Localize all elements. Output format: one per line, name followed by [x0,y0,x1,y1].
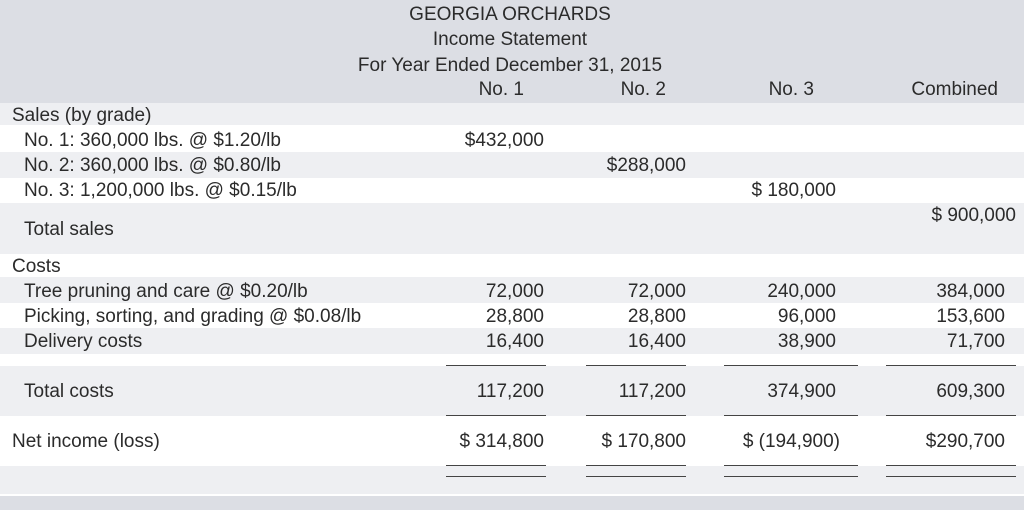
double-rule [586,465,686,466]
subtotal-rule [446,365,546,366]
net-income-no2: $ 170,800 [601,431,686,452]
statement-period: For Year Ended December 31, 2015 [357,55,663,76]
double-rule [886,476,1016,477]
net-income-combined: $290,700 [925,431,1005,452]
column-header-combined: Combined [911,79,998,100]
subtotal-rule [446,415,546,416]
net-income-no3: $ (194,900) [742,431,840,452]
cost-row-label: Tree pruning and care @ $0.20/lb [24,281,308,302]
cost-value-combined: 71,700 [946,331,1005,352]
subtotal-rule [886,365,1016,366]
subtotal-rule [724,365,858,366]
cost-value-no2: 72,000 [627,281,686,302]
subtotal-rule [586,415,686,416]
cost-value-no3: 38,900 [777,331,836,352]
cost-value-no1: 28,800 [485,306,544,327]
cost-value-combined: 153,600 [936,306,1005,327]
double-rule [724,476,858,477]
sales-row-label: No. 2: 360,000 lbs. @ $0.80/lb [24,155,281,176]
double-rule [724,465,858,466]
total-costs-combined: 609,300 [936,381,1005,402]
subtotal-rule [724,415,858,416]
double-rule [886,465,1016,466]
column-header-no2: No. 2 [620,79,666,100]
total-costs-no1: 117,200 [476,381,544,402]
column-header-no3: No. 3 [768,79,814,100]
subtotal-rule [586,365,686,366]
cost-row-label: Delivery costs [24,331,143,352]
cost-value-no2: 28,800 [627,306,686,327]
double-rule [446,465,546,466]
cost-value-no3: 240,000 [767,281,836,302]
total-sales-label: Total sales [24,219,114,240]
statement-title: Income Statement [432,29,588,50]
column-header-no1: No. 1 [478,79,524,100]
double-rule [446,476,546,477]
total-costs-label: Total costs [24,381,114,402]
net-income-label: Net income (loss) [12,431,160,452]
sales-value-no2: $288,000 [606,155,686,176]
sales-row-label: No. 1: 360,000 lbs. @ $1.20/lb [24,130,281,151]
sales-heading: Sales (by grade) [12,105,152,126]
cost-value-no1: 72,000 [485,281,544,302]
sales-total-combined: $ 900,000 [931,205,1016,226]
net-income-no1: $ 314,800 [459,431,544,452]
cost-row-label: Picking, sorting, and grading @ $0.08/lb [24,306,362,327]
cost-value-no3: 96,000 [777,306,836,327]
cost-value-no1: 16,400 [485,331,544,352]
double-rule [586,476,686,477]
bottom-bar [0,496,1024,510]
subtotal-rule [886,415,1016,416]
row-stripe [0,466,1024,494]
sales-value-no3: $ 180,000 [751,180,836,201]
costs-heading: Costs [12,256,61,277]
total-costs-no2: 117,200 [618,381,686,402]
row-stripe [0,103,1024,125]
cost-value-no2: 16,400 [627,331,686,352]
cost-value-combined: 384,000 [936,281,1005,302]
sales-row-label: No. 3: 1,200,000 lbs. @ $0.15/lb [24,180,297,201]
total-costs-no3: 374,900 [767,381,836,402]
company-name: GEORGIA ORCHARDS [409,4,611,25]
sales-value-no1: $432,000 [464,130,544,151]
